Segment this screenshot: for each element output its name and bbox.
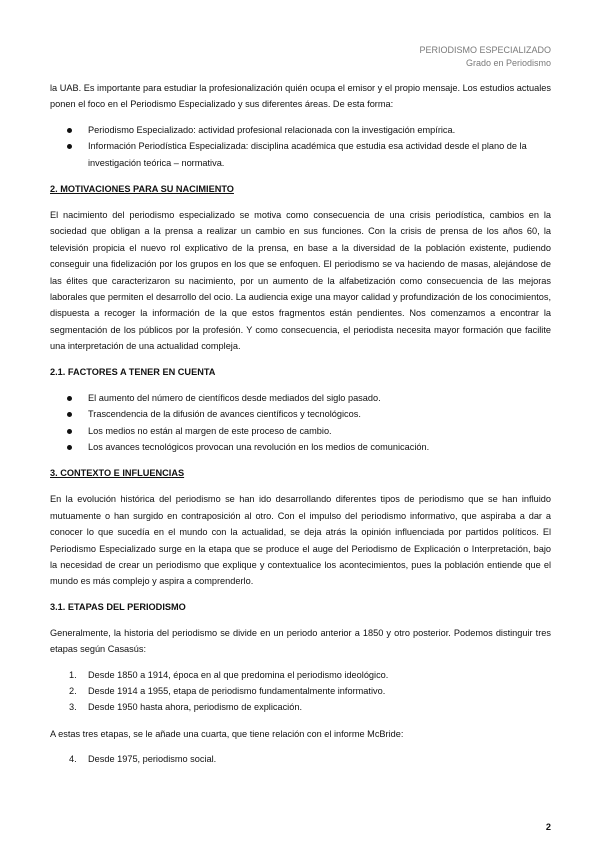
section-heading-factores: 2.1. FACTORES A TENER EN CUENTA xyxy=(50,366,216,377)
list-item: El aumento del número de científicos desde mediados del siglo pasado. xyxy=(50,390,551,406)
bullet-icon xyxy=(67,412,72,417)
list-item: 4. Desde 1975, periodismo social. xyxy=(69,754,217,765)
section-etapas-followup-paragraph: A estas tres etapas, se le añade una cuarta, que tiene relación con el informe McBride: xyxy=(50,728,404,739)
list-item: 3. Desde 1950 hasta ahora, periodismo de explicación. xyxy=(69,702,302,713)
intro-paragraph: la UAB. Es importante para estudiar la profesionalización quién ocupa el emisor y el propio mensaje. Los estudios actuales ponen el foco en el Periodismo Especializado y sus diferentes áreas. De esta forma: xyxy=(50,83,551,110)
bullet-icon xyxy=(67,128,72,133)
section-heading-etapas: 3.1. ETAPAS DEL PERIODISMO xyxy=(50,601,186,612)
etapas-numbered-list xyxy=(50,667,551,716)
page-content xyxy=(50,80,551,778)
list-item: Información Periodística Especializada: disciplina académica que estudia esa actividad desde el plano de la investigación teórica – normativa. xyxy=(50,138,551,171)
section-contexto-paragraph: En la evolución histórica del periodismo se han ido desarrollando diferentes tipos de periodismo que se han influido mutuamente o han surgido en contraposición al otro. Con el impulso del periodismo informativo, que aspiraba a dar a conocer lo que sucedía en el mundo con la actualidad, se deja atrás la opinión influenciada por partidos políticos. El Periodismo Especializado surge en la etapa que se produce el auge del Periodismo de Explicación o Interpretación, bajo la necesidad de crear un periodismo que explique y contextualice los acontecimientos, pues la población entiende que el mundo es más complejo y aspira a comprenderlo. xyxy=(50,494,551,587)
bullet-icon xyxy=(67,429,72,434)
header-course: PERIODISMO ESPECIALIZADO xyxy=(419,45,551,55)
bullet-icon xyxy=(67,445,72,450)
page-header xyxy=(419,44,551,70)
factores-bullet-list xyxy=(50,390,551,456)
section-heading-motivaciones: 2. MOTIVACIONES PARA SU NACIMIENTO xyxy=(50,184,234,195)
etapas-numbered-list-extra xyxy=(50,751,551,767)
header-degree: Grado en Periodismo xyxy=(465,58,551,68)
section-motivaciones-paragraph: El nacimiento del periodismo especializado se motiva como consecuencia de una crisis periodística, cambios en la sociedad que obligan a la prensa a realizar un cambio en sus funciones. Con la crisis de prensa de los años 60, la televisión propicia el nuevo rol explicativo de la prensa, en base a la diversidad de la población existente, pudiendo conseguir una fidelización por los grupos en los que se enfoquen. El periodismo se va haciendo de masas, alejándose de las élites que caracterizaron su nacimiento, por un aumento de la alfabetización como consecuencia de las mejoras laborales que permiten el desarrollo del ocio. La audiencia exige una mayor calidad y profundización de los conocimientos, dispuesta a recoger la información de la que estos fragmentos están pendientes. Nos comenzamos a encontrar la segmentación de los públicos por la profesión. Y como consecuencia, el periodista necesita mayor formación que facilite una interpretación de una actualidad compleja. xyxy=(50,210,551,352)
list-item: Los avances tecnológicos provocan una revolución en los medios de comunicación. xyxy=(50,439,551,455)
list-item: Trascendencia de la difusión de avances científicos y tecnológicos. xyxy=(50,406,551,422)
list-item: 2. Desde 1914 a 1955, etapa de periodismo fundamentalmente informativo. xyxy=(69,685,386,696)
bullet-icon xyxy=(67,144,72,149)
list-item: Los medios no están al margen de este proceso de cambio. xyxy=(50,423,551,439)
page-number: 2 xyxy=(545,822,551,832)
intro-bullet-list xyxy=(50,122,551,171)
list-item: 1. Desde 1850 a 1914, época en al que predomina el periodismo ideológico. xyxy=(69,669,389,680)
bullet-icon xyxy=(67,396,72,401)
section-heading-contexto: 3. CONTEXTO E INFLUENCIAS xyxy=(50,468,185,479)
list-item: Periodismo Especializado: actividad profesional relacionada con la investigación empírica. xyxy=(50,122,551,138)
section-etapas-paragraph: Generalmente, la historia del periodismo se divide en un periodo anterior a 1850 y otro posterior. Podemos distinguir tres etapas según Casasús: xyxy=(50,627,551,655)
